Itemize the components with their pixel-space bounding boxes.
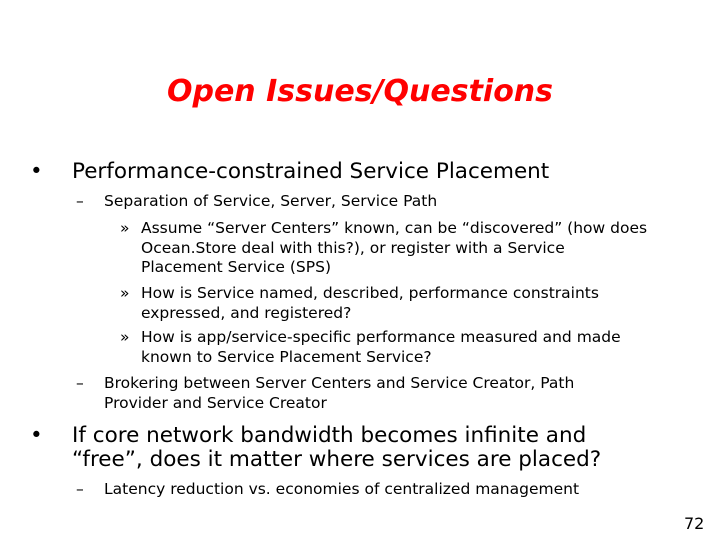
bullet-dot-icon: • bbox=[30, 159, 43, 184]
bullet-dash-icon: – bbox=[76, 192, 84, 210]
bullet-dot-icon: • bbox=[30, 423, 43, 448]
subsubitem-line: expressed, and registered? bbox=[141, 303, 352, 322]
page-number: 72 bbox=[684, 514, 705, 533]
subsubitem-line: Ocean.Store deal with this?), or register with a Service bbox=[141, 238, 565, 257]
bullet-chevron-icon: » bbox=[120, 328, 130, 346]
subsubitem-service-named bbox=[120, 284, 599, 323]
subitem-text: Separation of Service, Server, Service Path bbox=[104, 192, 438, 210]
subsubitem-line: known to Service Placement Service? bbox=[141, 347, 432, 366]
subsubitem-line: How is app/service-specific performance measured and made bbox=[141, 328, 621, 346]
subsubitem-line: Placement Service (SPS) bbox=[141, 258, 332, 276]
subsubitem-line: How is Service named, described, performance constraints bbox=[141, 284, 599, 302]
subitem-text: Latency reduction vs. economies of centralized management bbox=[104, 480, 580, 498]
subitem-line: Brokering between Server Centers and Service Creator, Path bbox=[104, 374, 575, 392]
bullet-chevron-icon: » bbox=[120, 219, 130, 237]
bullet-line: If core network bandwidth becomes infinite and bbox=[72, 423, 587, 448]
subitem-latency bbox=[76, 480, 579, 500]
slide-title: Open Issues/Questions bbox=[166, 74, 554, 109]
subsubitem-line: Assume “Server Centers” known, can be “discovered” (how does bbox=[141, 219, 648, 237]
subitem-line: Provider and Service Creator bbox=[104, 393, 327, 412]
bullet-dash-icon: – bbox=[76, 374, 84, 392]
bullet-item-performance-placement bbox=[30, 160, 549, 184]
subsubitem-server-centers bbox=[120, 219, 647, 278]
subsubitem-performance-measured bbox=[120, 328, 621, 367]
bullet-chevron-icon: » bbox=[120, 284, 130, 302]
bullet-dash-icon: – bbox=[76, 480, 84, 498]
bullet-line: “free”, does it matter where services are placed? bbox=[72, 447, 602, 472]
bullet-text: Performance-constrained Service Placement bbox=[72, 159, 550, 184]
subitem-separation bbox=[76, 192, 437, 212]
subitem-brokering bbox=[76, 374, 574, 413]
bullet-item-core-bandwidth bbox=[30, 424, 601, 472]
